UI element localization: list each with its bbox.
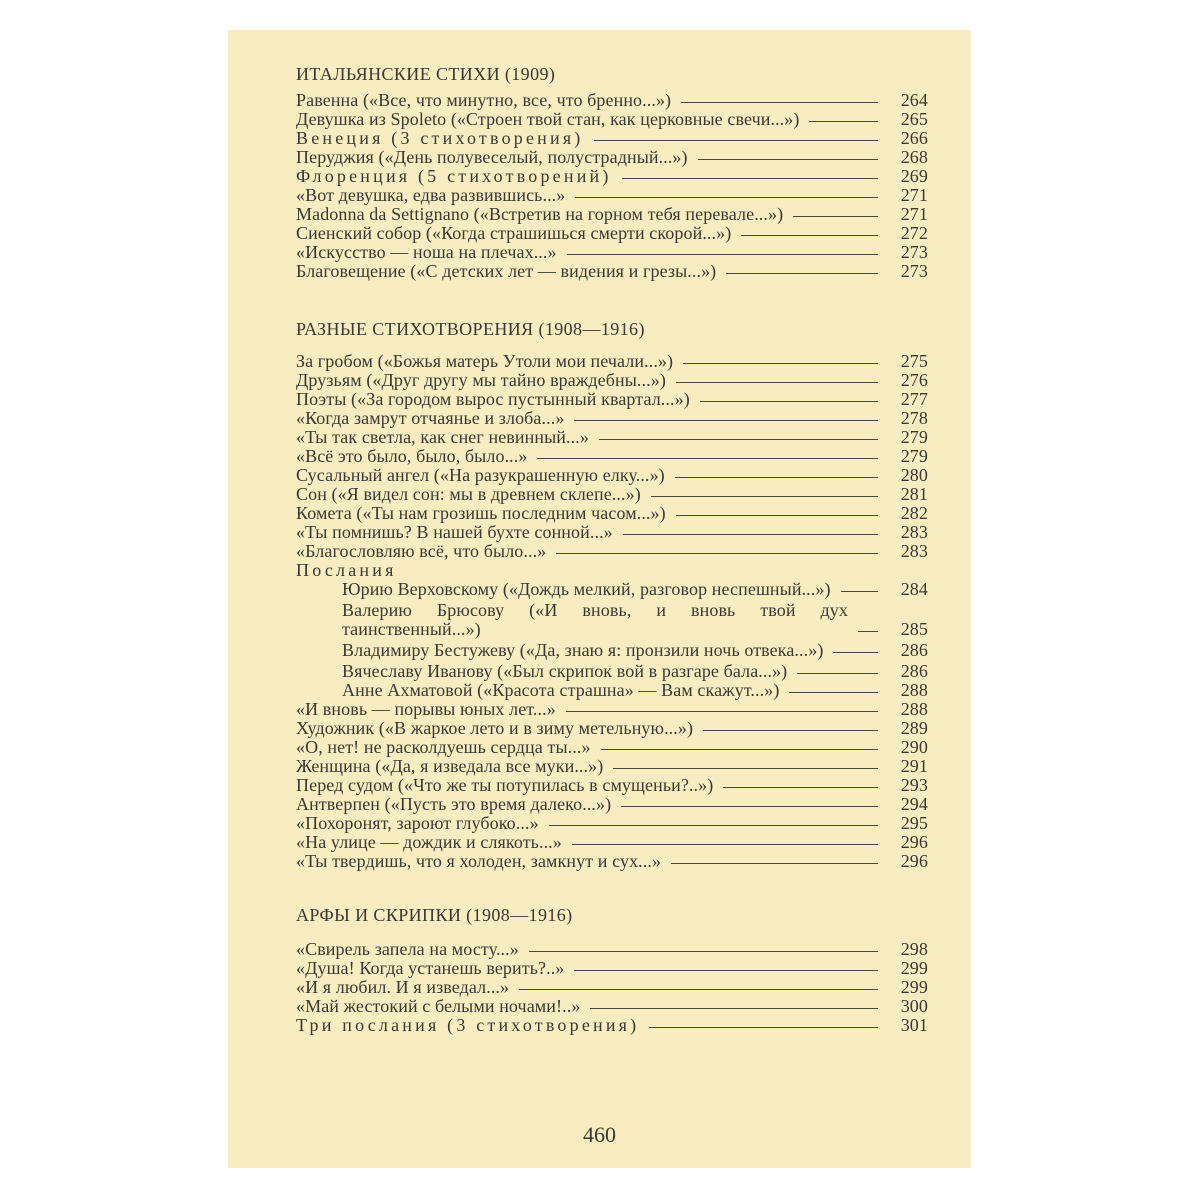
toc-entry: «Ты так светла, как снег невинный...» 279 bbox=[296, 427, 928, 447]
book-page bbox=[228, 30, 971, 1168]
toc-entry: Женщина («Да, я изведала все муки...») 291 bbox=[296, 756, 928, 776]
toc-entry: Владимиру Бестужеву («Да, знаю я: пронзили ночь отвека...») 286 bbox=[342, 640, 928, 660]
toc-entry: Три послания (3 стихотворения) 301 bbox=[296, 1015, 928, 1035]
toc-entry: Вячеславу Иванову («Был скрипок вой в разгаре бала...») 286 bbox=[342, 661, 928, 681]
section-heading: РАЗНЫЕ СТИХОТВОРЕНИЯ (1908—1916) bbox=[296, 319, 645, 339]
toc-entry: Сиенский собор («Когда страшишься смерти скорой...») 272 bbox=[296, 223, 928, 243]
section-heading: ИТАЛЬЯНСКИЕ СТИХИ (1909) bbox=[296, 64, 556, 84]
toc-entry: «Май жестокий с белыми ночами!..» 300 bbox=[296, 996, 928, 1016]
toc-entry: Сон («Я видел сон: мы в древнем склепе...») 281 bbox=[296, 484, 928, 504]
toc-entry: «Похоронят, зароют глубоко...» 295 bbox=[296, 813, 928, 833]
toc-entry: Madonna da Settignano («Встретив на горном тебя перевале...») 271 bbox=[296, 204, 928, 224]
toc-entry: Валерию Брюсову («И вновь, и вновь твой дух таинственный...») 285 bbox=[342, 600, 928, 639]
section-italian-poems bbox=[296, 64, 928, 281]
toc-entry: Комета («Ты нам грозишь последним часом...») 282 bbox=[296, 503, 928, 523]
toc-entry: «Ты помнишь? В нашей бухте сонной...» 283 bbox=[296, 522, 928, 542]
toc-entry: «Благословляю всё, что было...» 283 bbox=[296, 541, 928, 561]
toc-entry: «Искусство — ноша на плечах...» 273 bbox=[296, 242, 928, 262]
section-heading: АРФЫ И СКРИПКИ (1908—1916) bbox=[296, 905, 573, 925]
toc-entry: Юрию Верховскому («Дождь мелкий, разговор неспешный...») 284 bbox=[342, 579, 928, 599]
toc-entry: «Ты твердишь, что я холоден, замкнут и сух...» 296 bbox=[296, 851, 928, 871]
section-various-poems bbox=[296, 319, 928, 871]
toc-entry: «На улице — дождик и слякоть...» 296 bbox=[296, 832, 928, 852]
toc-entry: Сусальный ангел («На разукрашенную елку...») 280 bbox=[296, 465, 928, 485]
toc-entry: Благовещение («С детских лет — видения и грезы...») 273 bbox=[296, 261, 928, 281]
toc-entry: Друзьям («Друг другу мы тайно враждебны...») 276 bbox=[296, 370, 928, 390]
toc-entry: Перуджия («День полувеселый, полустрадный...») 268 bbox=[296, 147, 928, 167]
toc-entry: «И я любил. И я изведал...» 299 bbox=[296, 977, 928, 997]
toc-entry: «Свирель запела на мосту...» 298 bbox=[296, 939, 928, 959]
toc-entry: «Душа! Когда устанешь верить?..» 299 bbox=[296, 958, 928, 978]
toc-entry: Флоренция (5 стихотворений) 269 bbox=[296, 166, 928, 186]
toc-entry: «Когда замрут отчаянье и злоба...» 278 bbox=[296, 408, 928, 428]
toc-entry: Венеция (3 стихотворения) 266 bbox=[296, 128, 928, 148]
page-number: 460 bbox=[583, 1122, 616, 1147]
toc-entry: «Вот девушка, едва развившись...» 271 bbox=[296, 185, 928, 205]
toc-subheading: Послания bbox=[296, 560, 397, 580]
toc-entry: Девушка из Spoleto («Строен твой стан, как церковные свечи...») 265 bbox=[296, 109, 928, 129]
toc-entry: Равенна («Все, что минутно, все, что бренно...») 264 bbox=[296, 90, 928, 110]
toc-entry: Поэты («За городом вырос пустынный квартал...») 277 bbox=[296, 389, 928, 409]
toc-entry: «О, нет! не расколдуешь сердца ты...» 290 bbox=[296, 737, 928, 757]
toc-entry: За гробом («Божья матерь Утоли мои печали...») 275 bbox=[296, 351, 928, 371]
table-of-contents bbox=[296, 64, 928, 1035]
toc-entry: Анне Ахматовой («Красота страшна» — Вам скажут...») 288 bbox=[342, 680, 928, 700]
toc-entry: «Всё это было, было, было...» 279 bbox=[296, 446, 928, 466]
toc-entry: Перед судом («Что же ты потупилась в смущеньи?..») 293 bbox=[296, 775, 928, 795]
toc-entry: «И вновь — порывы юных лет...» 288 bbox=[296, 699, 928, 719]
epistles-group bbox=[296, 580, 928, 700]
toc-entry: Антверпен («Пусть это время далеко...») 294 bbox=[296, 794, 928, 814]
toc-entry: Художник («В жаркое лето и в зиму метельную...») 289 bbox=[296, 718, 928, 738]
section-harps-and-violins bbox=[296, 905, 928, 1035]
